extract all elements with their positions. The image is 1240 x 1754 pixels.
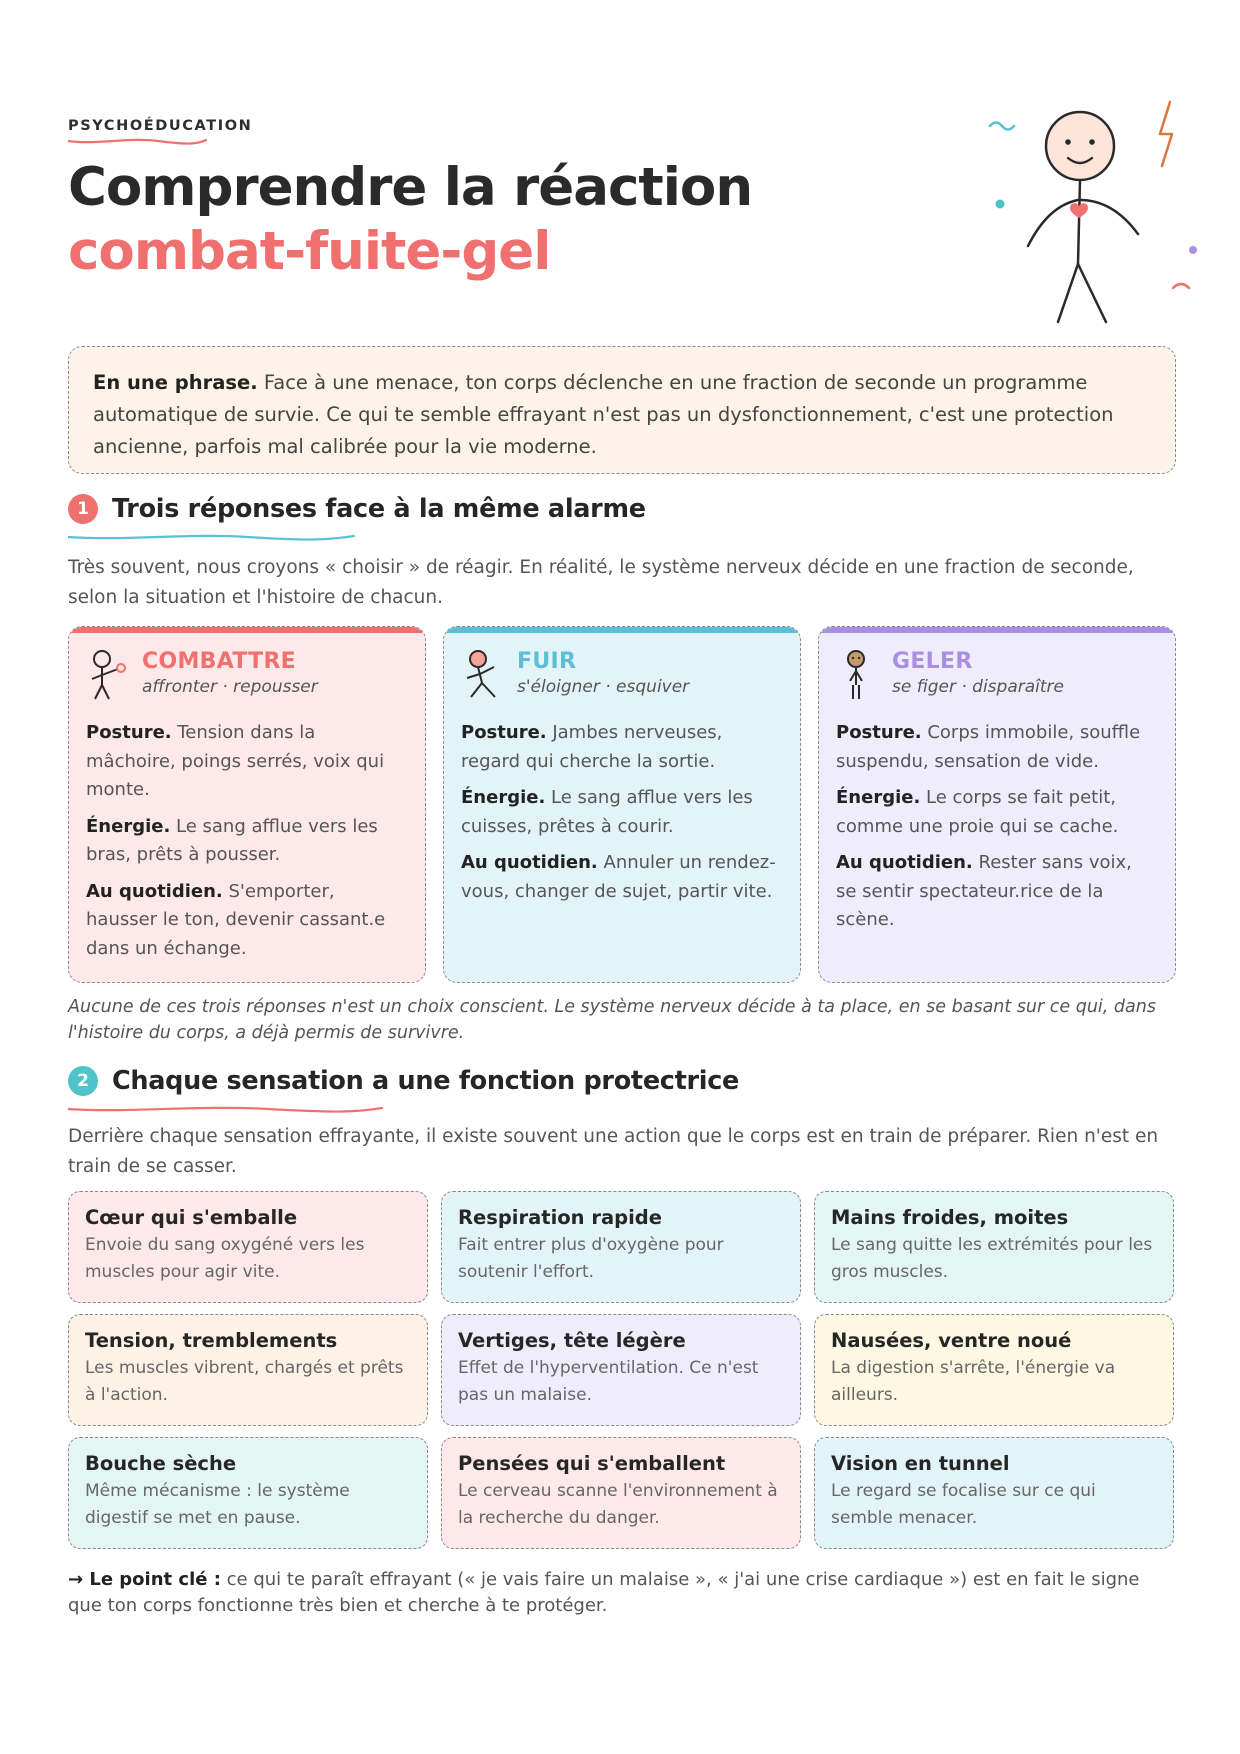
response-daily: Au quotidien. Annuler un rendez-vous, changer de sujet, partir vite.: [461, 852, 776, 902]
response-posture: Posture. Tension dans la mâchoire, poings serrés, voix qui monte.: [86, 722, 385, 800]
sensation-card: [441, 1314, 801, 1426]
response-subtitle: se figer · disparaître: [892, 677, 1064, 697]
sensation-title: Respiration rapide: [458, 1206, 662, 1229]
section-2-underline: [68, 1104, 388, 1114]
lightning-icon: [1160, 102, 1172, 166]
sensation-text: Effet de l'hyperventilation. Ce n'est pas un malaise.: [458, 1358, 759, 1405]
key-point-text: ce qui te paraît effrayant (« je vais faire un malaise », « j'ai une crise cardiaque ») est en fait le signe que ton corps fonctionne très bien et cherche à te protéger.: [68, 1569, 1140, 1616]
key-point-lead: → Le point clé :: [68, 1569, 221, 1590]
figure-head: [1046, 112, 1114, 180]
response-card-fuir: [443, 626, 801, 983]
kicker-underline: [68, 136, 208, 146]
sensation-text: Les muscles vibrent, chargés et prêts à l'action.: [85, 1358, 404, 1405]
sensation-text: Le cerveau scanne l'environnement à la recherche du danger.: [458, 1481, 778, 1528]
section-2-number: 2: [68, 1066, 98, 1096]
sensation-text: Fait entrer plus d'oxygène pour soutenir l'effort.: [458, 1235, 724, 1282]
section-1-intro: Très souvent, nous croyons « choisir » de réagir. En réalité, le système nerveux décide en une fraction de seconde, selon la situation et l'histoire de chacun.: [68, 557, 1134, 608]
card-accent-bar: [819, 627, 1175, 633]
response-card-combattre: [68, 626, 426, 983]
sensation-text: La digestion s'arrête, l'énergie va ailleurs.: [831, 1358, 1116, 1405]
sensation-title: Pensées qui s'emballent: [458, 1452, 726, 1475]
section-1-heading: [68, 494, 646, 524]
response-energy: Énergie. Le sang afflue vers les bras, prêts à pousser.: [86, 815, 378, 865]
freeze-figure-icon: [836, 647, 880, 701]
sensation-title: Tension, tremblements: [85, 1329, 338, 1352]
section-1-note: Aucune de ces trois réponses n'est un choix conscient. Le système nerveux décide à ta place, en se basant sur ce qui, dans l'histoire du corps, a déjà permis de survivre.: [68, 997, 1156, 1043]
summary-text: Face à une menace, ton corps déclenche en une fraction de seconde un programme automatique de survie. Ce qui te semble effrayant n'est pas un dysfonctionnement, c'est une protection ancienne, parfois mal calibrée pour la vie moderne.: [93, 371, 1114, 458]
dot-decoration-purple: [1189, 246, 1197, 254]
sensation-title: Bouche sèche: [85, 1452, 237, 1475]
page-title: [68, 156, 752, 284]
sensation-text: Le sang quitte les extrémités pour les gros muscles.: [831, 1235, 1153, 1282]
section-2-heading: [68, 1066, 739, 1096]
sensation-card: [441, 1437, 801, 1549]
section-1-number: 1: [68, 494, 98, 524]
kicker-label: PSYCHOÉDUCATION: [68, 118, 253, 134]
sensation-card: [68, 1314, 428, 1426]
response-posture: Posture. Corps immobile, souffle suspendu, sensation de vide.: [836, 722, 1141, 772]
response-name: FUIR: [517, 649, 577, 674]
response-daily: Au quotidien. S'emporter, hausser le ton, devenir cassant.e dans un échange.: [86, 880, 386, 959]
card-accent-bar: [444, 627, 800, 633]
response-name: GELER: [892, 649, 973, 674]
response-energy: Énergie. Le corps se fait petit, comme une proie qui se cache.: [836, 787, 1119, 837]
summary-box: [68, 346, 1176, 474]
sensation-text: Le regard se focalise sur ce qui semble menacer.: [831, 1481, 1096, 1528]
sensation-text: Envoie du sang oxygéné vers les muscles pour agir vite.: [85, 1235, 365, 1282]
section-2-intro: Derrière chaque sensation effrayante, il existe souvent une action que le corps est en train de préparer. Rien n'est en train de se casser.: [68, 1126, 1159, 1177]
response-energy: Énergie. Le sang afflue vers les cuisses, prêtes à courir.: [461, 787, 753, 837]
sensation-title: Mains froides, moites: [831, 1206, 1069, 1229]
summary-lead: En une phrase.: [93, 371, 258, 394]
response-posture: Posture. Jambes nerveuses, regard qui cherche la sortie.: [461, 722, 723, 772]
response-card-geler: [818, 626, 1176, 983]
sensation-card: [68, 1191, 428, 1303]
section-1-underline: [68, 532, 358, 542]
arc-decoration: [1173, 284, 1189, 288]
response-daily: Au quotidien. Rester sans voix, se sentir spectateur.rice de la scène.: [836, 852, 1132, 930]
fight-figure-icon: [86, 647, 130, 701]
key-point: [68, 1567, 1178, 1619]
sensation-card: [814, 1191, 1174, 1303]
section-2-title: Chaque sensation a une fonction protectrice: [112, 1066, 740, 1096]
section-1-title: Trois réponses face à la même alarme: [112, 494, 646, 524]
sensation-title: Vertiges, tête légère: [458, 1329, 686, 1352]
response-subtitle: affronter · repousser: [142, 677, 318, 697]
stick-figure-illustration: [908, 96, 1198, 336]
title-line-2: combat-fuite-gel: [68, 221, 551, 282]
response-subtitle: s'éloigner · esquiver: [517, 677, 690, 697]
title-line-1: Comprendre la réaction: [68, 157, 753, 218]
sensation-card: [441, 1191, 801, 1303]
sensation-title: Cœur qui s'emballe: [85, 1206, 298, 1229]
sensation-title: Vision en tunnel: [831, 1452, 1010, 1475]
sensation-title: Nausées, ventre noué: [831, 1329, 1072, 1352]
sensation-card: [814, 1314, 1174, 1426]
card-accent-bar: [69, 627, 425, 633]
flee-figure-icon: [461, 647, 505, 701]
sensation-card: [68, 1437, 428, 1549]
sensation-text: Même mécanisme : le système digestif se met en pause.: [85, 1481, 350, 1528]
tilde-decoration: [990, 123, 1014, 130]
dot-decoration-teal: [996, 200, 1005, 209]
sensation-card: [814, 1437, 1174, 1549]
response-name: COMBATTRE: [142, 649, 297, 674]
